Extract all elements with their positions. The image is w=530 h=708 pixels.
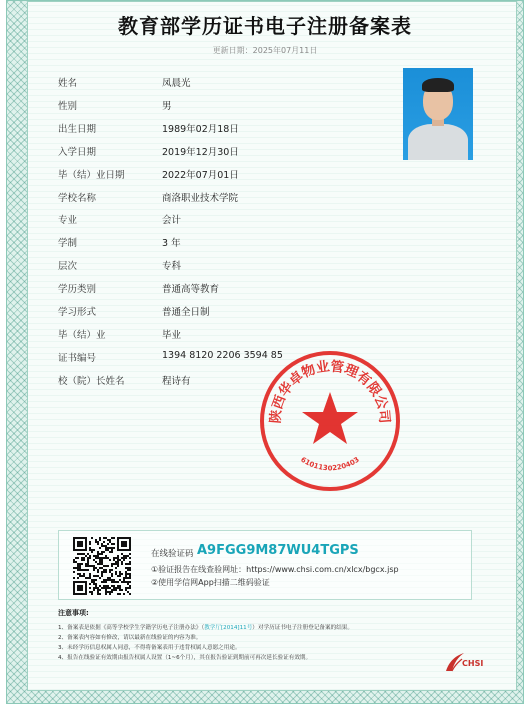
student-photo (403, 68, 473, 160)
field-value: 1989年02月18日 (162, 123, 239, 135)
field-label: 学校名称 (58, 192, 97, 204)
field-label: 校（院）长姓名 (58, 375, 125, 387)
note-item: 4、报告在线验证有效期由报告权属人设置（1~6个月），其在报告验证到期前可再次延长验证有效期。 (58, 655, 312, 661)
field-value: 2019年12月30日 (162, 146, 239, 158)
verify-code: A9FGG9M87WU4TGPS (197, 543, 359, 558)
field-label: 性别 (58, 100, 78, 112)
field-label: 毕（结）业 (58, 329, 106, 341)
field-value: 3 年 (162, 238, 181, 250)
verify-url-line: ①验证报告在线查验网址：https://www.chsi.com.cn/xlcx/bgcx.jsp (151, 565, 399, 574)
field-label: 层次 (58, 261, 78, 273)
field-value: 1394 8120 2206 3594 85 (162, 349, 283, 361)
field-value: 凤晨光 (162, 78, 191, 89)
field-label: 姓名 (58, 78, 78, 89)
company-seal (255, 346, 405, 496)
field-value: 2022年07月01日 (162, 169, 239, 181)
svg-text:6101130220403 (299, 456, 361, 473)
field-label: 学历类别 (58, 284, 97, 296)
field-value: 普通全日制 (162, 307, 210, 318)
star-icon (302, 392, 358, 444)
field-label: 出生日期 (58, 123, 97, 135)
field-label: 学习形式 (58, 307, 97, 318)
field-label: 毕（结）业日期 (58, 169, 125, 181)
verify-app-line: ②使用学信网App扫描二维码验证 (151, 578, 270, 587)
field-label: 学制 (58, 238, 78, 250)
field-value: 商洛职业技术学院 (162, 192, 239, 204)
field-label: 证书编号 (58, 352, 97, 364)
document-title: 教育部学历证书电子注册备案表 (118, 14, 412, 38)
field-value: 程诗有 (162, 375, 191, 387)
note-link[interactable]: 教学厅[2014]11号 (204, 625, 253, 631)
field-value: 普通高等教育 (162, 284, 220, 296)
seal-ring-text: 陕西华卓物业管理有限公司 (267, 358, 393, 424)
note-item: 2、备案表内容如有修改，请以最新在线验证的内容为准。 (58, 635, 202, 641)
verification-box (58, 530, 472, 600)
field-value: 毕业 (162, 329, 182, 341)
qr-code[interactable] (73, 537, 131, 595)
field-value: 男 (162, 100, 172, 112)
field-label: 专业 (58, 215, 78, 227)
field-value: 专科 (162, 261, 182, 273)
seal-number: 6101130220403 (299, 455, 361, 473)
update-date: 更新日期：2025年07月11日 (212, 46, 318, 55)
verify-label: 在线验证码 (151, 549, 194, 559)
notes-title: 注意事项: (58, 609, 89, 617)
field-label: 入学日期 (58, 146, 97, 158)
field-value: 会计 (162, 215, 182, 227)
chsi-logo-text: CHSI (462, 659, 484, 668)
note-item: 1、备案表是依据《高等学校学生学籍学历电子注册办法》（教学厅[2014]11号）对学历证书电子注册登记备案的结果。 (58, 625, 353, 631)
notes-section (58, 608, 448, 663)
note-item: 3、未经学历信息权属人同意，不得将备案表用于违背权属人意愿之用途。 (58, 645, 241, 651)
